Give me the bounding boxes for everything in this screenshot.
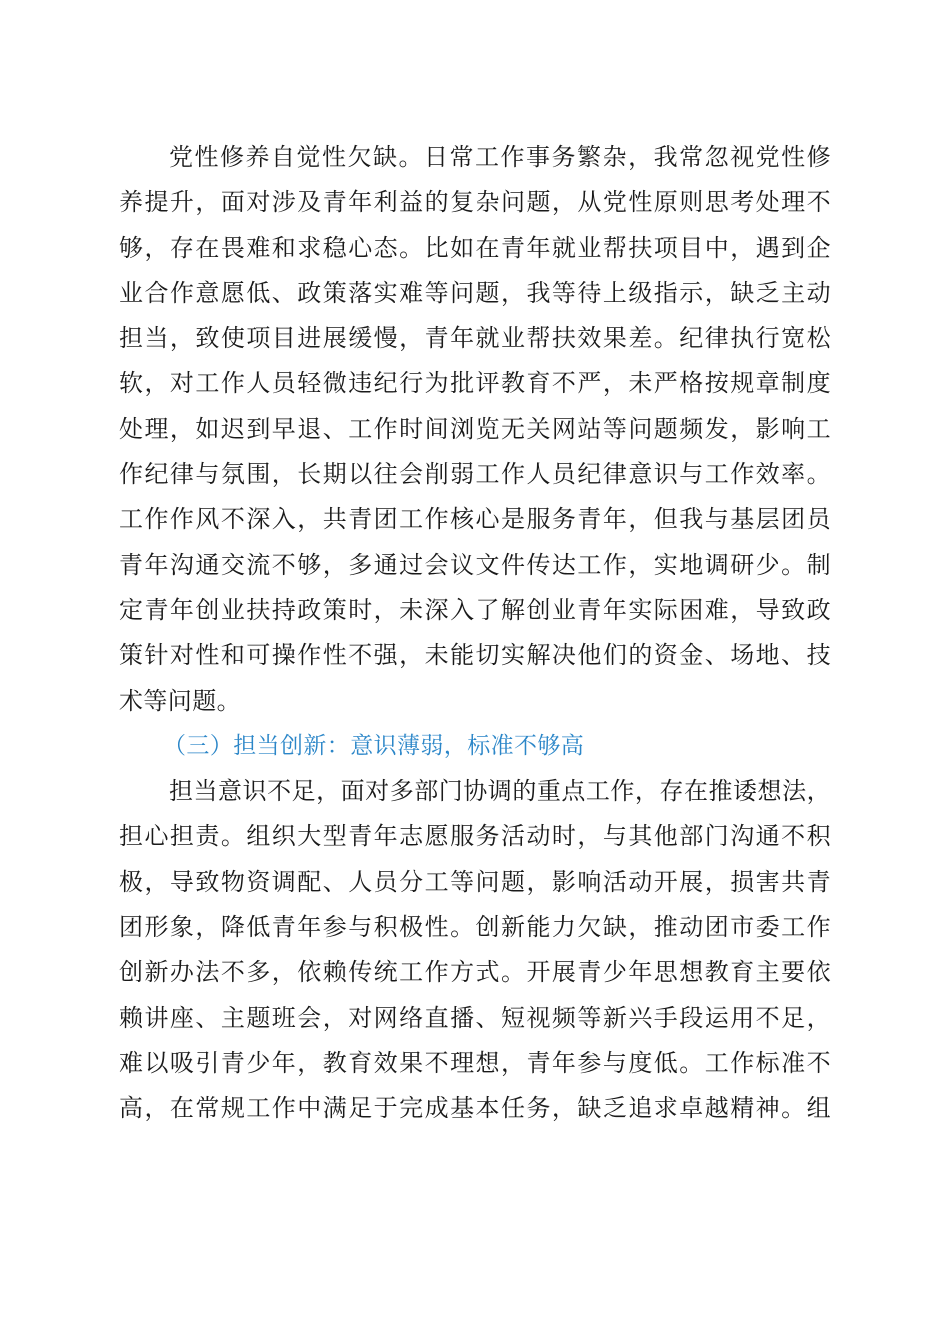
paragraph-line: 党性修养自觉性欠缺。日常工作事务繁杂，我常忽视党性修 [169, 143, 831, 171]
paragraph-line: 团形象，降低青年参与积极性。创新能力欠缺，推动团市委工作 [119, 913, 831, 942]
paragraph-line: 策针对性和可操作性不强，未能切实解决他们的资金、场地、技 [119, 641, 831, 670]
paragraph-line: 够，存在畏难和求稳心态。比如在青年就业帮扶项目中，遇到企 [119, 233, 831, 262]
paragraph-line: 担当意识不足，面对多部门协调的重点工作，存在推诿想法， [169, 777, 831, 806]
paragraph-line: 术等问题。 [119, 686, 241, 715]
paragraph-line: 担当，致使项目进展缓慢，青年就业帮扶效果差。纪律执行宽松 [119, 324, 831, 353]
section-heading: （三）担当创新：意识薄弱，标准不够高 [163, 732, 585, 759]
paragraph-line: 高，在常规工作中满足于完成基本任务，缺乏追求卓越精神。组 [119, 1094, 831, 1123]
paragraph-line: 难以吸引青少年，教育效果不理想，青年参与度低。工作标准不 [119, 1048, 831, 1077]
paragraph-line: 处理，如迟到早退、工作时间浏览无关网站等问题频发，影响工 [119, 414, 831, 443]
paragraph-line: 赖讲座、主题班会，对网络直播、短视频等新兴手段运用不足， [119, 1003, 831, 1032]
document-body [119, 135, 831, 1132]
paragraph-line: 担心担责。组织大型青年志愿服务活动时，与其他部门沟通不积 [119, 822, 831, 851]
paragraph-line: 创新办法不多，依赖传统工作方式。开展青少年思想教育主要依 [119, 958, 831, 987]
paragraph-line: 作纪律与氛围，长期以往会削弱工作人员纪律意识与工作效率。 [119, 460, 831, 489]
paragraph-line: 软，对工作人员轻微违纪行为批评教育不严，未严格按规章制度 [119, 369, 831, 398]
paragraph-line: 工作作风不深入，共青团工作核心是服务青年，但我与基层团员 [119, 505, 831, 534]
paragraph-line: 极，导致物资调配、人员分工等问题，影响活动开展，损害共青 [119, 867, 831, 896]
paragraph-line: 定青年创业扶持政策时，未深入了解创业青年实际困难，导致政 [119, 595, 831, 624]
paragraph-line: 养提升，面对涉及青年利益的复杂问题，从党性原则思考处理不 [119, 188, 831, 217]
paragraph-line: 业合作意愿低、政策落实难等问题，我等待上级指示，缺乏主动 [119, 278, 831, 307]
paragraph-line: 青年沟通交流不够，多通过会议文件传达工作，实地调研少。制 [119, 550, 831, 579]
